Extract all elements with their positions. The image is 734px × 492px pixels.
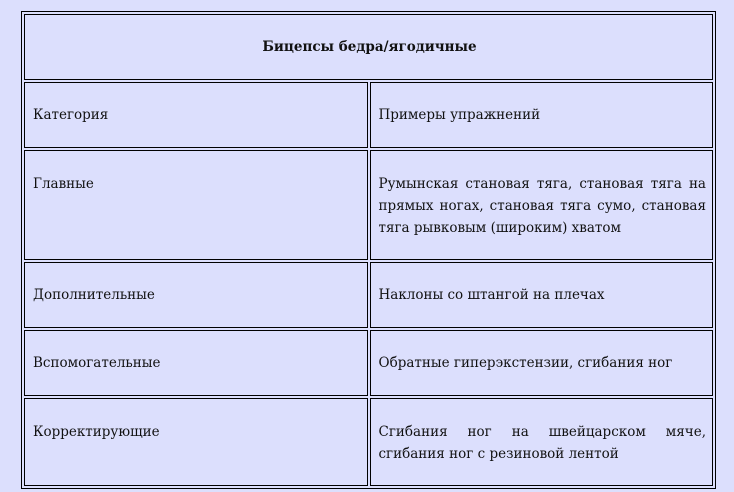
row-category [24, 150, 368, 260]
row-category: Дополнительные [24, 262, 368, 328]
header-category: Категория [24, 82, 368, 148]
table-title: Бицепсы бедра/ягодичные [24, 14, 713, 80]
table-row [24, 330, 713, 396]
table-title-row [24, 14, 713, 80]
row-examples-text: Сгибания ног на швейцарском мяче, сгибания ног с резиновой лентой [378, 424, 706, 462]
row-examples-text: Румынская становая тяга, становая тяга на прямых ногах, становая тяга сумо, становая тяга рывковым (широким) хватом [378, 176, 706, 236]
table-row [24, 262, 713, 328]
table-row [24, 150, 713, 260]
row-examples [370, 150, 714, 260]
table-header-row [24, 82, 713, 148]
exercise-table [21, 11, 716, 489]
row-category: Вспомогательные [24, 330, 368, 396]
row-category-text: Корректирующие [33, 424, 160, 440]
row-examples [370, 398, 714, 486]
row-examples: Наклоны со штангой на плечах [370, 262, 714, 328]
header-examples: Примеры упражнений [370, 82, 714, 148]
row-category [24, 398, 368, 486]
row-category-text: Главные [33, 176, 94, 192]
table-row [24, 398, 713, 486]
row-examples: Обратные гиперэкстензии, сгибания ног [370, 330, 714, 396]
